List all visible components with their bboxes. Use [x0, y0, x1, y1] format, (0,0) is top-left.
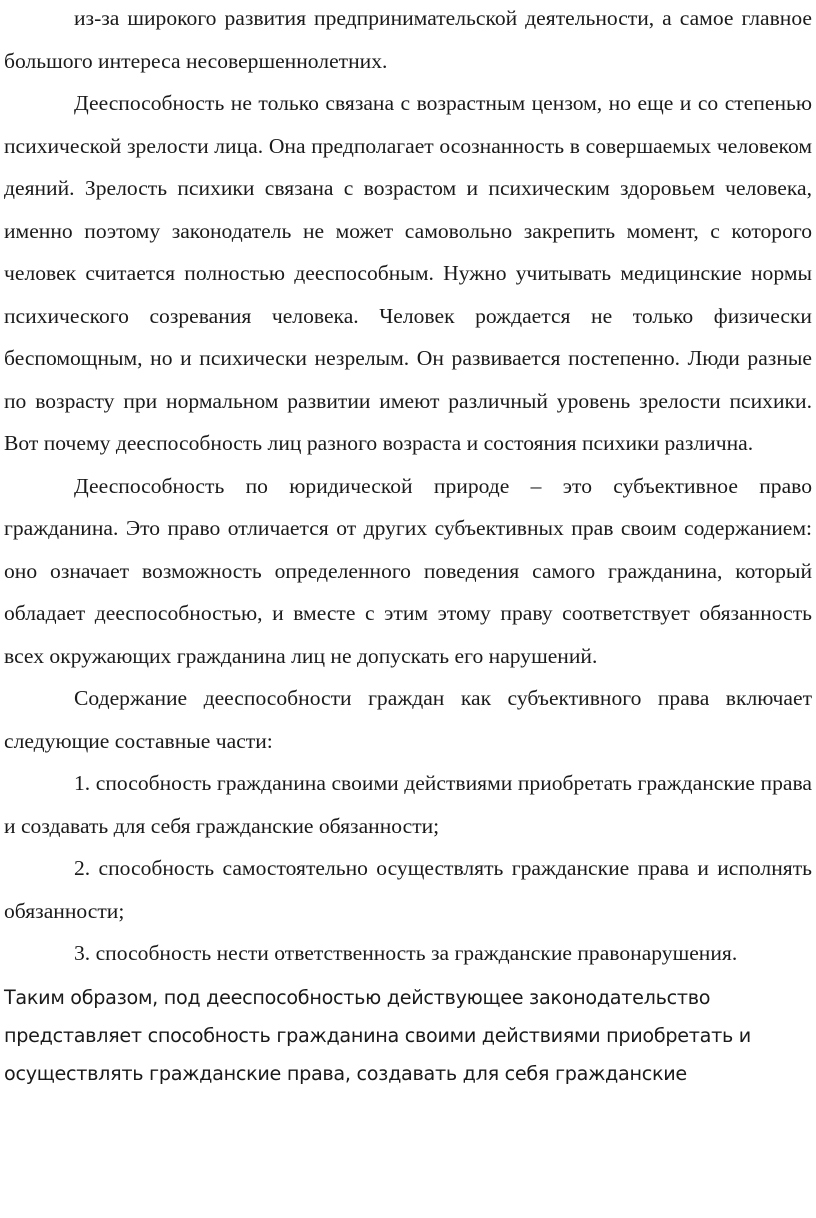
- paragraph-continuation: из-за широкого развития предпринимательской деятельности, а самое главное большого интереса несовершеннолетних.: [4, 6, 812, 73]
- paragraph-legal-nature: Дееспособность по юридической природе – это субъективное право гражданина. Это право отличается от других субъективных прав своим содержанием: оно означает возможность определенного поведения самого гражданина, который обладает дееспособностью, и вместе с этим этому праву соответствует обязанность всех окружающих гражданина лиц не допускать его нарушений.: [4, 473, 812, 668]
- paragraph-content-intro: Содержание дееспособности граждан как субъективного права включает следующие составные части:: [4, 686, 812, 753]
- list-item-acquire-rights: 1. способность гражданина своими действиями приобретать гражданские права и создавать для себя гражданские обязанности;: [4, 771, 812, 838]
- list-item-exercise-rights: 2. способность самостоятельно осуществлять гражданские права и исполнять обязанности;: [4, 856, 812, 923]
- list-item-responsibility: 3. способность нести ответственность за гражданские правонарушения.: [74, 941, 738, 965]
- paragraph-conclusion: Таким образом, под дееспособностью действующее законодательство представляет способность гражданина своими действиями приобретать и осуществлять гражданские права, создавать для себя гражданские: [4, 985, 751, 1085]
- paragraph-capacity-maturity: Дееспособность не только связана с возрастным цензом, но еще и со степенью психической зрелости лица. Она предполагает осознанность в совершаемых человеком деяний. Зрелость психики связана с возрастом и психическим здоровьем человека, именно поэтому законодатель не может самовольно закрепить момент, с которого человек считается полностью дееспособным. Нужно учитывать медицинские нормы психического созревания человека. Человек рождается не только физически беспомощным, но и психически незрелым. Он развивается постепенно. Люди разные по возрасту при нормальном развитии имеют различный уровень зрелости психики. Вот почему дееспособность лиц разного возраста и состояния психики различна.: [4, 91, 812, 455]
- document-page: [4, 0, 812, 1218]
- document-body: [4, 0, 812, 975]
